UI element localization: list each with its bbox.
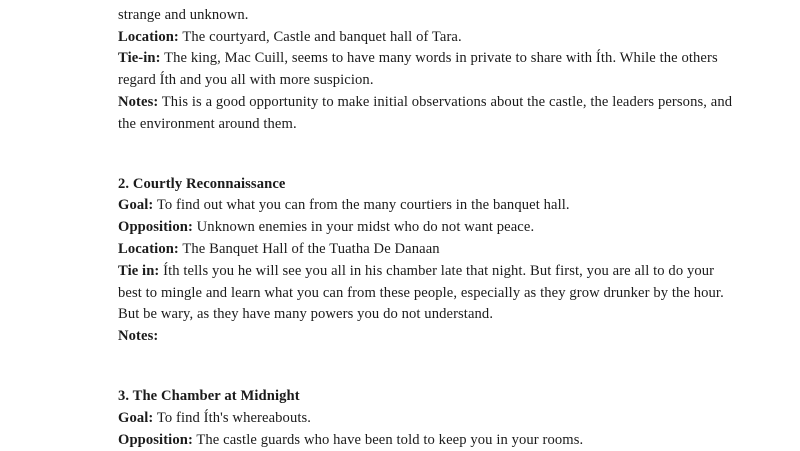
section-heading: 3. The Chamber at Midnight <box>118 387 300 404</box>
doc-line <box>118 27 718 49</box>
doc-line <box>118 114 718 136</box>
line-text: The Banquet Hall of the Tuatha De Danaan <box>178 240 440 257</box>
field-label: Location: <box>118 240 179 257</box>
line-text: This is a good opportunity to make initial observations about the castle, the leaders persons, and <box>158 93 733 110</box>
field-label: Goal: <box>118 409 154 426</box>
document-page <box>118 0 733 451</box>
field-label <box>118 0 193 1</box>
field-label: Goal: <box>118 197 154 214</box>
line-text: The castle guards who have been told to keep you in your rooms. <box>192 431 584 448</box>
line-text: strange and unknown. <box>118 6 249 23</box>
line-text: To find out what you can from the many courtiers in the banquet hall. <box>153 197 570 214</box>
doc-line <box>118 217 718 239</box>
doc-line <box>118 326 718 348</box>
line-text: The courtyard, Castle and banquet hall of Tara. <box>178 28 462 45</box>
doc-line <box>118 70 718 92</box>
field-label: Opposition: <box>118 219 193 236</box>
line-text: Íth tells you he will see you all in his chamber late that night. But first, you are all to do your <box>159 262 715 279</box>
doc-line <box>118 304 718 326</box>
field-label: Tie in: <box>118 262 160 279</box>
field-label: Notes: <box>118 93 159 110</box>
field-label: Tie-in: <box>118 50 161 67</box>
doc-line <box>118 195 718 217</box>
doc-line <box>118 283 724 305</box>
field-label: Notes: <box>118 328 159 345</box>
line-text <box>193 0 714 1</box>
doc-line <box>118 408 718 430</box>
doc-line <box>118 430 718 451</box>
doc-line <box>118 261 718 283</box>
field-label: Opposition: <box>118 431 193 448</box>
field-label: Location: <box>118 28 179 45</box>
doc-line <box>118 92 733 114</box>
doc-line <box>118 239 718 261</box>
line-text: But be wary, as they have many powers you do not understand. <box>118 306 494 323</box>
line-text: Unknown enemies in your midst who do not want peace. <box>192 219 535 236</box>
line-text: The king, Mac Cuill, seems to have many words in private to share with Íth. While the others <box>160 50 718 67</box>
line-text: To find Íth's whereabouts. <box>153 409 312 426</box>
line-text: regard Íth and you all with more suspicion. <box>118 72 374 89</box>
section-heading: 2. Courtly Reconnaissance <box>118 175 286 192</box>
line-text: the environment around them. <box>118 115 297 132</box>
doc-line <box>118 5 718 27</box>
line-text: best to mingle and learn what you can from these people, especially as they grow drunker by the hour. <box>118 284 724 301</box>
doc-line <box>118 48 718 70</box>
